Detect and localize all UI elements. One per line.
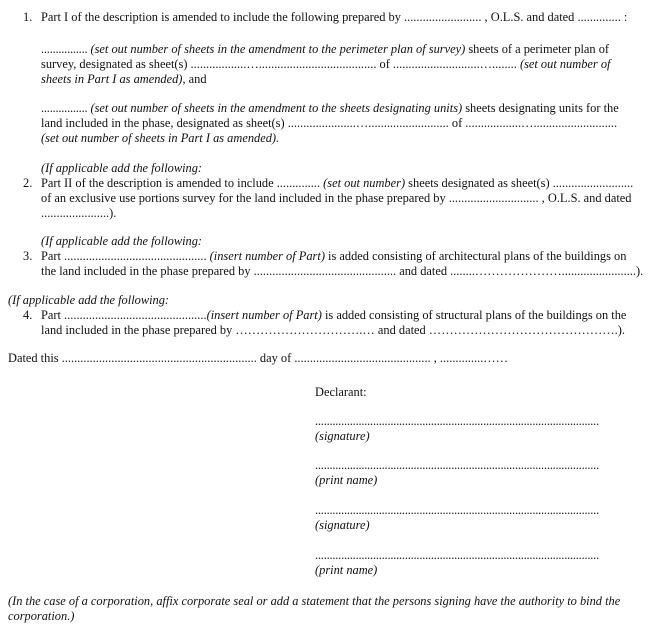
- declarant-label: Declarant:: [315, 385, 367, 399]
- instruction-text: (set out number of: [516, 57, 611, 71]
- body-text: Part ..............................................: [41, 249, 207, 263]
- item3-line2: the land included in the phase prepared by .............................................. and dated ........…………………........................).: [41, 264, 644, 278]
- item1-number: 1.: [23, 10, 33, 24]
- instruction-text: (set out number of sheets in the amendment to the perimeter plan of survey): [90, 42, 466, 56]
- print-name-caption-2: (print name): [315, 563, 378, 577]
- item1-para2-line3: (set out number of sheets in Part I as amended).: [41, 131, 280, 145]
- item1-para1-line1: [41, 41, 609, 57]
- item4-line2: land included in the phase prepared by ………………………….… and dated ……………………………………….).: [41, 323, 625, 337]
- signature-caption-1: (signature): [315, 429, 370, 443]
- item3-number: 3.: [23, 249, 33, 263]
- blank-dots: ................: [41, 101, 88, 115]
- item2-applicable-note: (If applicable add the following:: [41, 161, 203, 175]
- body-text: sheets designating units for the: [462, 101, 619, 115]
- body-text: Part II of the description is amended to include ..............: [41, 176, 321, 190]
- item3-applicable-note: (If applicable add the following:: [41, 234, 203, 248]
- item4-applicable-note: (If applicable add the following:: [8, 293, 170, 307]
- instruction-text: sheets in Part I as amended): [41, 72, 183, 86]
- item2-line3: ......................).: [41, 206, 117, 220]
- corporation-note-line1: (In the case of a corporation, affix corporate seal or add a statement that the persons signing have the authority to bind the: [8, 594, 621, 608]
- signature-line-1: ..................................................................................................: [315, 414, 599, 428]
- item1-para1-line3: [41, 71, 207, 87]
- item1-para2-line2: land included in the phase, designated as sheet(s) ......................….......................... of ..................…...........................: [41, 116, 618, 130]
- blank-dots: ................: [41, 42, 88, 56]
- signature-caption-2: (signature): [315, 518, 370, 532]
- body-text: sheets of a perimeter plan of: [465, 42, 610, 56]
- signature-line-2: ..................................................................................................: [315, 503, 599, 517]
- body-text: is added consisting of architectural plans of the buildings on: [324, 249, 627, 263]
- item3-line1: [41, 248, 626, 264]
- dated-line: Dated this ............................................................... day of ............................................ , ..............……: [8, 351, 509, 365]
- body-text: Part ..............................................: [41, 308, 207, 322]
- body-text: sheets designated as sheet(s) ..........................: [405, 176, 634, 190]
- body-text: is added consisting of structural plans of the buildings on the: [321, 308, 627, 322]
- body-text: , and: [182, 72, 207, 86]
- item1-para2-line1: [41, 100, 619, 116]
- item4-number: 4.: [23, 308, 33, 322]
- item1-line1: Part I of the description is amended to include the following prepared by ......................... , O.L.S. and dated .............. :: [41, 10, 628, 24]
- instruction-text: (insert number of Part): [206, 308, 322, 322]
- item2-line1: [41, 175, 633, 191]
- instruction-text: (insert number of Part): [206, 249, 325, 263]
- body-text: survey, designated as sheet(s) ..................…...................................... of ............................…........: [41, 57, 517, 71]
- print-name-line-1: ..................................................................................................: [315, 458, 599, 472]
- instruction-text: (set out number): [320, 176, 406, 190]
- instruction-text: (set out number of sheets in the amendment to the sheets designating units): [87, 101, 463, 115]
- item2-number: 2.: [23, 176, 33, 190]
- item4-line1: [41, 307, 626, 323]
- print-name-caption-1: (print name): [315, 473, 378, 487]
- item1-para1-line2: [41, 56, 610, 72]
- print-name-line-2: ..................................................................................................: [315, 548, 599, 562]
- item2-line2: of an exclusive use portions survey for the land included in the phase prepared by ............................. , O.L.S. and dated: [41, 191, 632, 205]
- corporation-note-line2: corporation.): [8, 609, 75, 623]
